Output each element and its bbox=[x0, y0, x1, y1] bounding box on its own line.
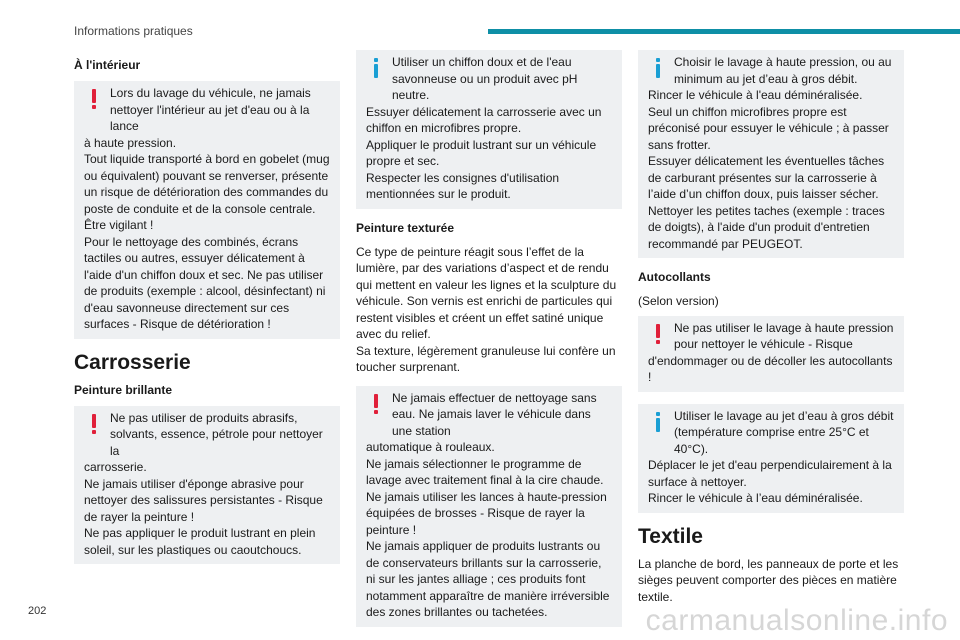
interior-heading: À l'intérieur bbox=[74, 58, 141, 72]
info-icon bbox=[369, 58, 383, 78]
body-heading: Carrosserie bbox=[74, 350, 191, 374]
textured-paint-heading: Peinture texturée bbox=[356, 220, 455, 235]
note-text: Ne jamais utiliser d'éponge abrasive pour nettoyer des salissures persistantes - Risque de rayer la peinture ! bbox=[84, 476, 323, 524]
watermark: carmanualsonline.info bbox=[645, 604, 948, 637]
gloss-paint-heading: Peinture brillante bbox=[74, 382, 173, 397]
note-text: Ne jamais utiliser les lances à haute-pression équipées de brosses - Risque de rayer la peinture ! bbox=[366, 489, 607, 537]
note-text: automatique à rouleaux. bbox=[366, 440, 495, 454]
header-title: Informations pratiques bbox=[74, 24, 193, 38]
note-text: Déplacer le jet d'eau perpendiculairement à la surface à nettoyer. bbox=[648, 458, 892, 489]
page-number: 202 bbox=[28, 605, 47, 617]
note-text: Ne pas appliquer le produit lustrant en plein soleil, sur les plastiques ou caoutchoucs. bbox=[84, 526, 316, 557]
note-text: Utiliser le lavage au jet d’eau à gros débit (température comprise entre 25°C et 40°C). bbox=[674, 408, 894, 456]
cloth-info-note bbox=[356, 50, 622, 209]
note-text: à haute pression. bbox=[84, 135, 177, 150]
note-text: Ne pas utiliser le lavage à haute pression pour nettoyer le véhicule - Risque bbox=[674, 320, 894, 351]
gloss-warning-note bbox=[74, 406, 340, 565]
header-accent-bar bbox=[488, 29, 960, 34]
note-text: Pour le nettoyage des combinés, écrans tactiles ou autres, essuyer délicatement à l'aide d'un chiffon doux et sec. Ne pas utiliser de produits (exemple : alcool, désinfectant) ni d'eau savonneuse directement sur ces surfaces - Risque de détérioration ! bbox=[84, 234, 326, 331]
warning-icon bbox=[87, 414, 101, 434]
note-text: Rincer le véhicule à l'eau déminéralisée. bbox=[648, 88, 863, 102]
note-text: Utiliser un chiffon doux et de l'eau savonneuse ou un produit avec pH neutre. bbox=[392, 55, 578, 102]
note-text: Essuyer délicatement les éventuelles tâches de carburant présentes sur la carrosserie à l’aide d’un chiffon doux, puis laisser sécher. bbox=[648, 154, 885, 201]
info-icon bbox=[651, 58, 665, 78]
note-text: Nettoyer les petites taches (exemple : traces de doigts), à l'aide d'un produit d'entretien recommandé par PEUGEOT. bbox=[648, 203, 885, 251]
note-text: Respecter les consignes d'utilisation mentionnées sur le produit. bbox=[366, 170, 560, 201]
warning-icon bbox=[369, 394, 383, 414]
note-text: carrosserie. bbox=[84, 460, 147, 474]
note-text: Ne pas utiliser de produits abrasifs, solvants, essence, pétrole pour nettoyer la bbox=[110, 410, 323, 458]
textile-paragraph: La planche de bord, les panneaux de porte et les sièges peuvent comporter des pièces en matière textile. bbox=[638, 556, 899, 604]
note-text: d'endommager ou de décoller les autocollants ! bbox=[648, 353, 893, 384]
column-2 bbox=[356, 50, 622, 639]
textured-paragraph: Sa texture, légèrement granuleuse lui confère un toucher surprenant. bbox=[356, 343, 616, 374]
note-text: Lors du lavage du véhicule, ne jamais nettoyer l'intérieur au jet d'eau ou à la lance bbox=[110, 86, 311, 133]
note-text: Rincer le véhicule à l’eau déminéralisée. bbox=[648, 491, 863, 505]
textured-paragraph: Ce type de peinture réagit sous l’effet de la lumière, par des variations d’aspect et de rendu qui mettent en valeur les lignes et la sculpture du véhicule. Son vernis est enrichi de particules qui restent visibles et créent un effet satiné unique avec du relief. bbox=[356, 244, 617, 341]
warning-icon bbox=[651, 324, 665, 344]
warning-icon bbox=[87, 89, 101, 109]
column-3 bbox=[638, 50, 904, 611]
note-text: Ne jamais appliquer de produits lustrants ou de conservateurs brillants sur la carrosserie, ni sur les jantes alliage ; ces produits font notamment apparaître de manière irréversible des zones brillantes ou tachetées. bbox=[366, 539, 610, 619]
note-text: Ne jamais sélectionner le programme de lavage avec traitement final à la cire chaude. bbox=[366, 456, 604, 487]
pressure-info-note bbox=[638, 50, 904, 258]
stickers-warning-note bbox=[638, 316, 904, 392]
column-1 bbox=[74, 50, 340, 576]
note-text: Essuyer délicatement la carrosserie avec un chiffon en microfibres propre. bbox=[366, 104, 602, 135]
note-text: Appliquer le produit lustrant sur un véhicule propre et sec. bbox=[366, 137, 597, 168]
stickers-info-note bbox=[638, 404, 904, 513]
stickers-heading: Autocollants bbox=[638, 270, 711, 284]
textile-heading: Textile bbox=[638, 524, 703, 548]
note-text: Choisir le lavage à haute pression, ou au minimum au jet d’eau à gros débit. bbox=[674, 55, 892, 86]
stickers-subtitle: (Selon version) bbox=[638, 294, 719, 308]
interior-warning-note bbox=[74, 81, 340, 339]
note-text: Seul un chiffon microfibres propre est préconisé pour essuyer le véhicule ; à passer sans frotter. bbox=[648, 104, 889, 152]
note-text: Tout liquide transporté à bord en gobelet (mug ou équivalent) pouvant se renverser, présente un risque de détérioration des commandes du poste de conduite et de la console centrale. Être vigilant ! bbox=[84, 152, 330, 232]
note-text: Ne jamais effectuer de nettoyage sans eau. Ne jamais laver le véhicule dans une station bbox=[392, 390, 597, 438]
info-icon bbox=[651, 412, 665, 432]
textured-warning-note bbox=[356, 386, 622, 627]
